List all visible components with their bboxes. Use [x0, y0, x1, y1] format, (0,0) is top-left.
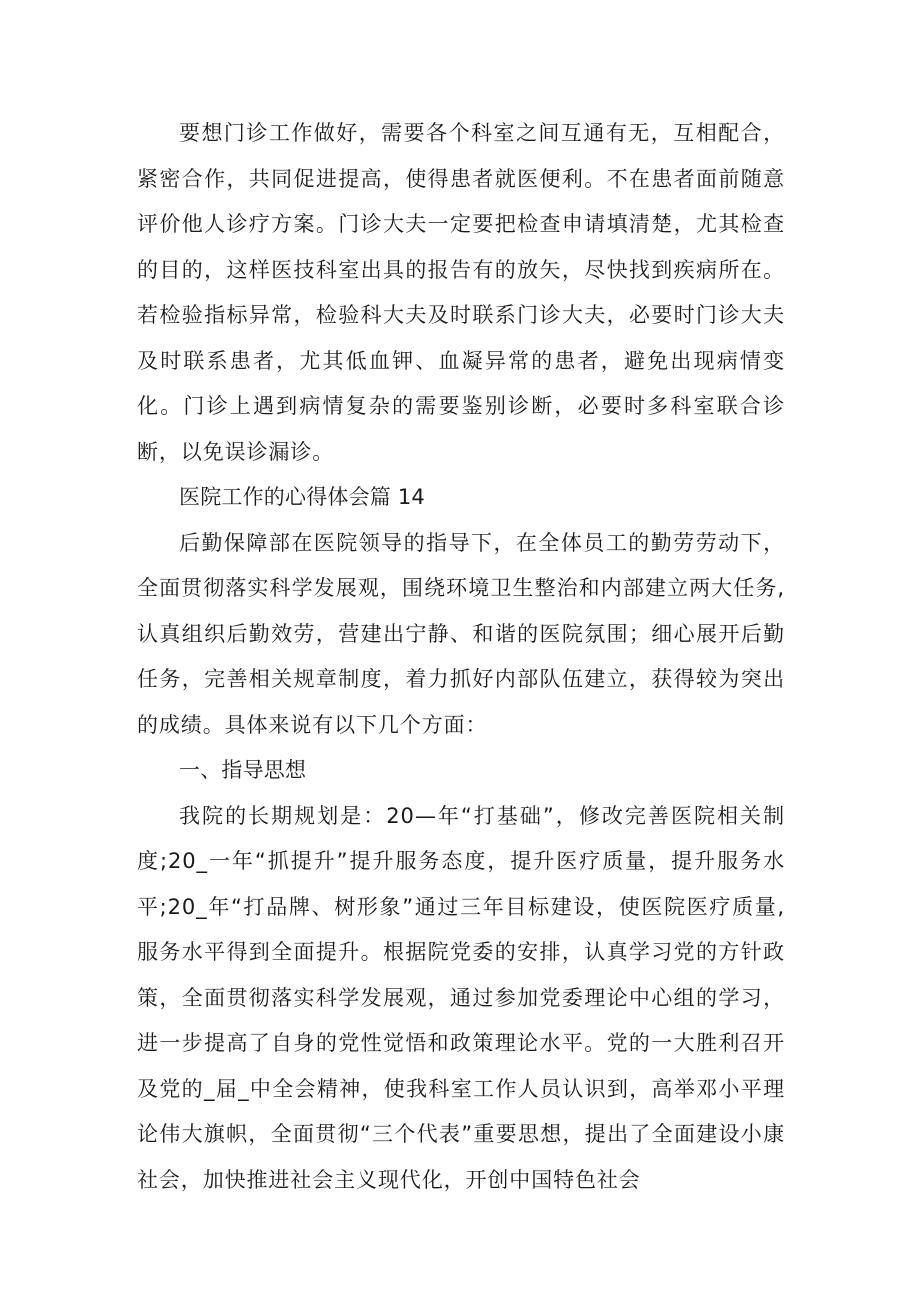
paragraph-outpatient-cooperation: 要想门诊工作做好，需要各个科室之间互通有无，互相配合，紧密合作，共同促进提高，使得患者就医便利。不在患者面前随意评价他人诊疗方案。门诊大夫一定要把检查申请填清楚，尤其检查的目的，这样医技科室出具的报告有的放矢，尽快找到疾病所在。若检验指标异常，检验科大夫及时联系门诊大夫，必要时门诊大夫及时联系患者，尤其低血钾、血凝异常的患者，避免出现病情变化。门诊上遇到病情复杂的需要鉴别诊断，必要时多科室联合诊断，以免误诊漏诊。 — [137, 121, 785, 464]
document-body — [137, 111, 785, 1203]
paragraph-long-term-plan: 我院的长期规划是：20—年“打基础”，修改完善医院相关制度;20_一年“抓提升”提升服务态度，提升医疗质量，提升服务水平;20_年“打品牌、树形象”通过三年目标建设，使医院医疗质量,服务水平得到全面提升。根据院党委的安排，认真学习党的方针政策，全面贯彻落实科学发展观，通过参加党委理论中心组的学习，进一步提高了自身的党性觉悟和政策理论水平。党的一大胜利召开及党的_届_中全会精神，使我科室工作人员认识到，高举邓小平理论伟大旗帜，全面贯彻“三个代表”重要思想，提出了全面建设小康社会，加快推进社会主义现代化，开创中国特色社会 — [137, 803, 785, 1192]
section-title: 医院工作的心得体会篇 14 — [179, 485, 425, 509]
paragraph-logistics-intro: 后勤保障部在医院领导的指导下，在全体员工的勤劳劳动下，全面贯彻落实科学发展观，围绕环境卫生整治和内部建立两大任务,认真组织后勤效劳，营建出宁静、和谐的医院氛围；细心展开后勤任务，完善相关规章制度，着力抓好内部队伍建立，获得较为突出的成绩。具体来说有以下几个方面： — [137, 530, 785, 737]
section-heading-guiding-ideology: 一、指导思想 — [179, 758, 307, 782]
